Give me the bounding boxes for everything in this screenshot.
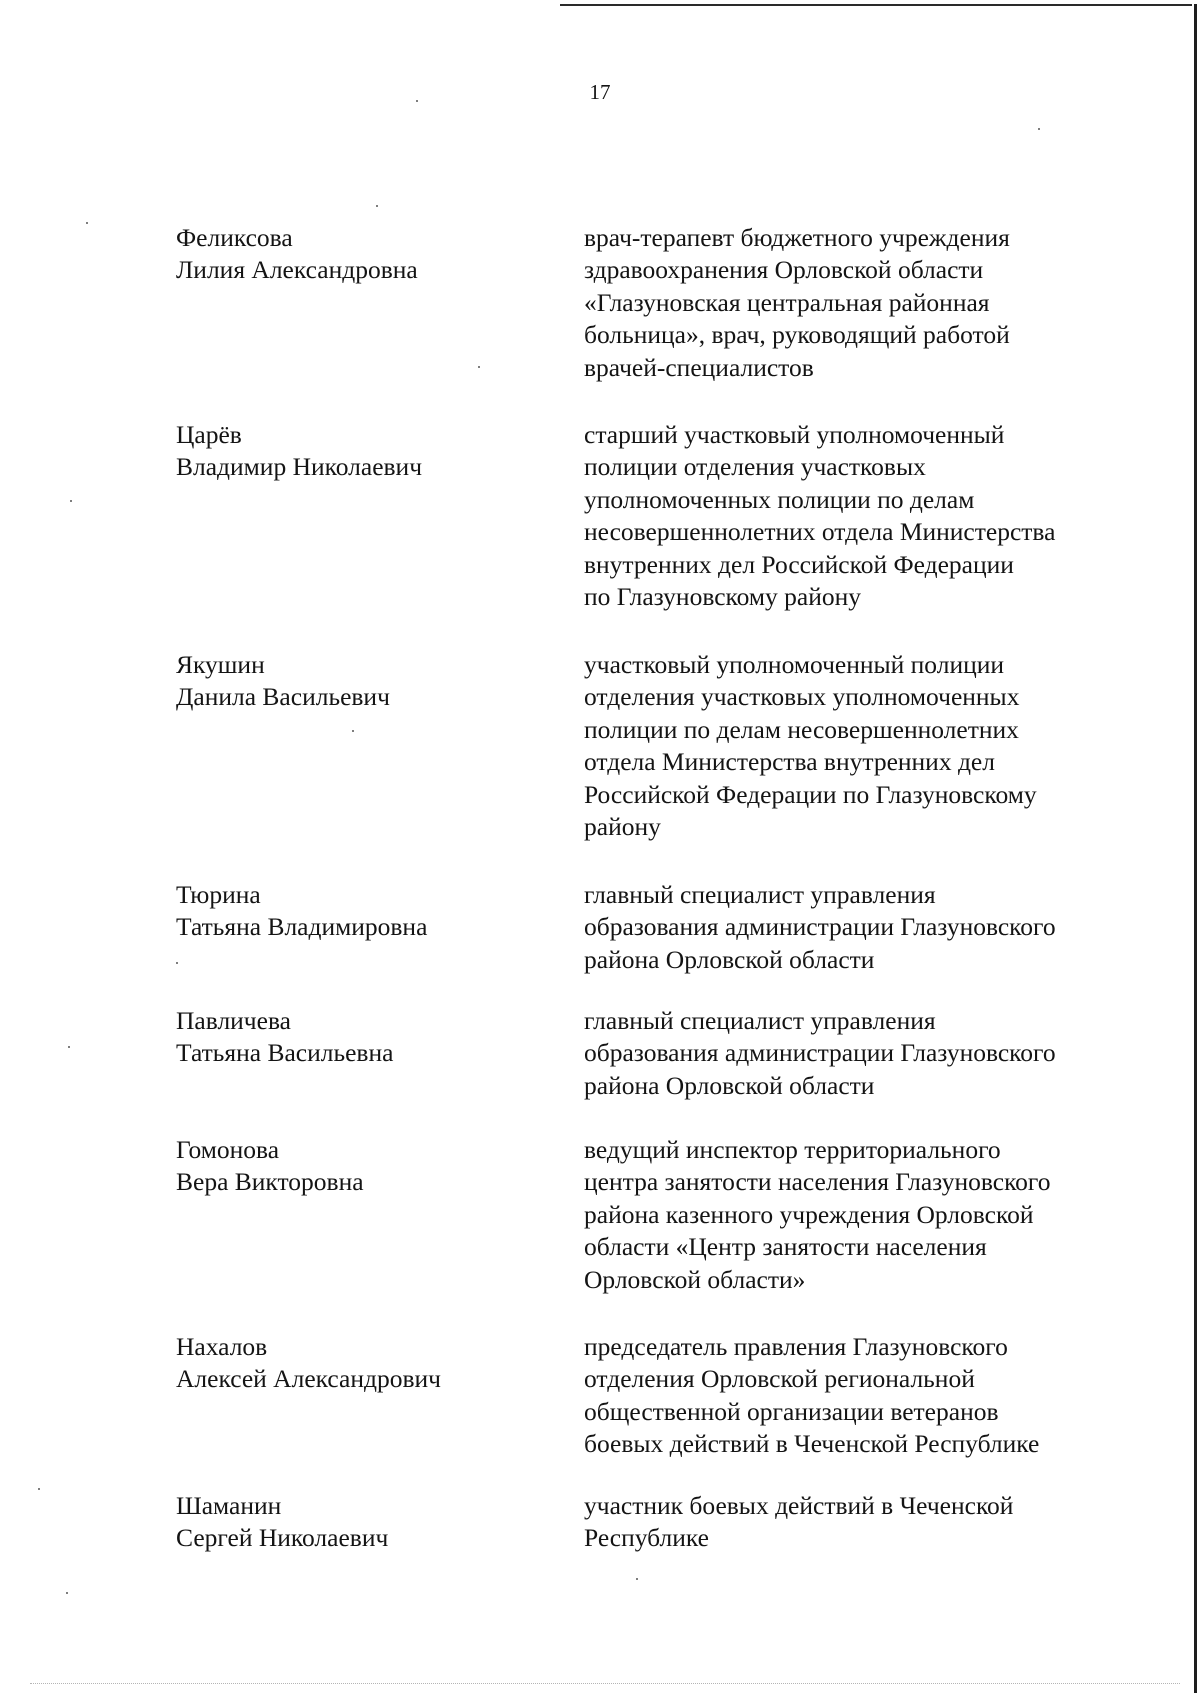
scan-speck: [86, 222, 88, 224]
member-name: Павличева Татьяна Васильевна: [176, 1006, 394, 1068]
scan-speck: [478, 366, 480, 368]
scan-border-top: [560, 4, 1192, 6]
scan-speck: [176, 962, 178, 964]
scan-speck: [376, 205, 378, 207]
member-position: участковый уполномоченный полиции отделения участковых уполномоченных полиции по делам несовершеннолетних отдела Министерства внутренних дел Российской Федерации по Глазуновскому району: [584, 650, 1037, 842]
member-name: Феликсова Лилия Александровна: [176, 223, 418, 285]
member-name: Нахалов Алексей Александрович: [176, 1332, 441, 1394]
member-position: главный специалист управления образования администрации Глазуновского района Орловской области: [584, 1006, 1056, 1100]
scan-speck: [416, 100, 418, 102]
member-position: старший участковый уполномоченный полиции отделения участковых уполномоченных полиции по делам несовершеннолетних отдела Министерства внутренних дел Российской Федерации по Глазуновскому району: [584, 420, 1056, 612]
scan-dotted-edge: [30, 1683, 1180, 1684]
member-position: участник боевых действий в Чеченской Республике: [584, 1491, 1014, 1553]
member-position: врач-терапевт бюджетного учреждения здравоохранения Орловской области «Глазуновская центральная районная больница», врач, руководящий работой врачей-специалистов: [584, 223, 1010, 382]
member-name: Якушин Данила Васильевич: [176, 650, 390, 712]
scan-border-right: [1194, 4, 1197, 1693]
scan-speck: [66, 1592, 68, 1594]
member-position: ведущий инспектор территориального центра занятости населения Глазуновского района казенного учреждения Орловской области «Центр занятости населения Орловской области»: [584, 1135, 1051, 1294]
member-position: председатель правления Глазуновского отделения Орловской региональной общественной организации ветеранов боевых действий в Чеченской Республике: [584, 1332, 1040, 1459]
member-name: Тюрина Татьяна Владимировна: [176, 880, 428, 942]
member-position: главный специалист управления образования администрации Глазуновского района Орловской области: [584, 880, 1056, 974]
scan-speck: [352, 730, 354, 732]
scan-speck: [38, 1488, 40, 1490]
page-number: 17: [589, 80, 611, 104]
scan-speck: [68, 1046, 70, 1048]
scan-speck: [70, 500, 72, 502]
member-name: Царёв Владимир Николаевич: [176, 420, 423, 482]
member-name: Гомонова Вера Викторовна: [176, 1135, 364, 1197]
scan-speck: [636, 1578, 638, 1580]
member-name: Шаманин Сергей Николаевич: [176, 1491, 389, 1553]
scan-speck: [1038, 128, 1040, 130]
